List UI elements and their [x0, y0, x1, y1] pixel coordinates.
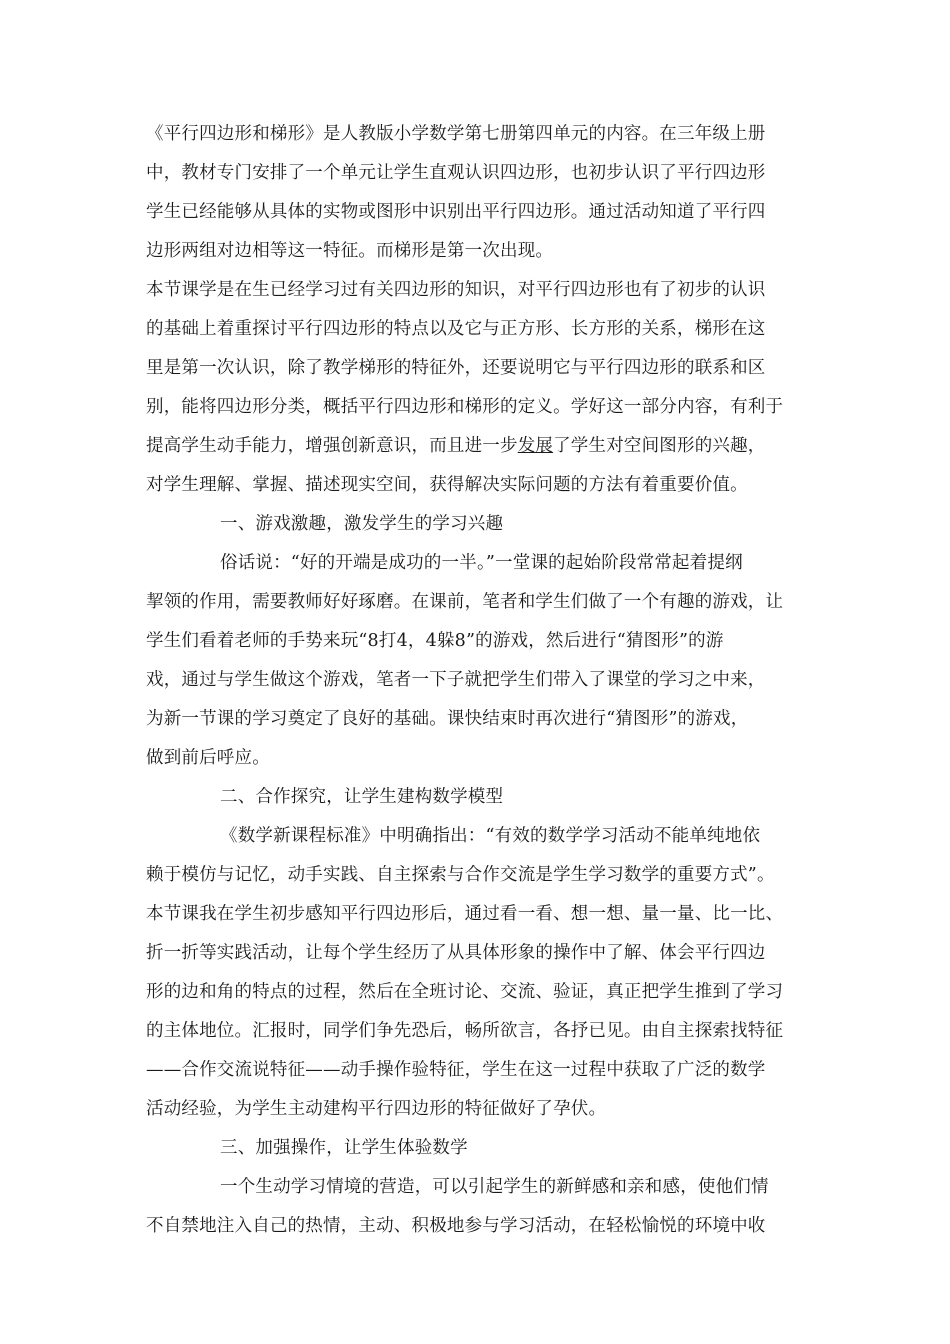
text-line-with-link	[146, 428, 826, 464]
text-line: 本节课我在学生初步感知平行四边形后，通过看一看、想一想、量一量、比一比、	[146, 904, 784, 924]
text-line: ——合作交流说特征——动手操作验特征，学生在这一过程中获取了广泛的数学	[146, 1060, 766, 1080]
text-line: 折一折等实践活动，让每个学生经历了从具体形象的操作中了解、体会平行四边	[146, 943, 766, 963]
section-heading-3: 三、加强操作，让学生体验数学	[220, 1138, 468, 1158]
text-line: 学生们看着老师的手势来玩“8打4，4躲8”的游戏，然后进行“猜图形”的游	[146, 631, 724, 651]
section-heading-2: 二、合作探究，让学生建构数学模型	[220, 787, 504, 807]
text-line: 别，能将四边形分类，概括平行四边形和梯形的定义。学好这一部分内容，有利于	[146, 397, 784, 417]
text-line: 一个生动学习情境的营造，可以引起学生的新鲜感和亲和感，使他们情	[220, 1177, 769, 1197]
text-line: 本节课学是在生已经学习过有关四边形的知识，对平行四边形也有了初步的认识	[146, 280, 766, 300]
text-line: 形的边和角的特点的过程，然后在全班讨论、交流、验证，真正把学生推到了学习	[146, 982, 784, 1002]
text-segment: 提高学生动手能力，增强创新意识，而且进一步	[146, 436, 518, 456]
section-heading-1: 一、游戏激趣，激发学生的学习兴趣	[220, 514, 504, 534]
text-line: 做到前后呼应。	[146, 748, 270, 768]
text-line: 的主体地位。汇报时，同学们争先恐后，畅所欲言，各抒已见。由自主探索找特征	[146, 1021, 784, 1041]
text-line: 为新一节课的学习奠定了良好的基础。课快结束时再次进行“猜图形”的游戏，	[146, 709, 749, 729]
text-line: 不自禁地注入自己的热情，主动、积极地参与学习活动，在轻松愉悦的环境中收	[146, 1216, 766, 1236]
text-line: 学生已经能够从具体的实物或图形中识别出平行四边形。通过活动知道了平行四	[146, 202, 766, 222]
text-segment: 了学生对空间图形的兴趣，	[553, 436, 766, 456]
text-line: 《平行四边形和梯形》是人教版小学数学第七册第四单元的内容。在三年级上册	[146, 124, 766, 144]
link-fazhan[interactable]: 发展	[517, 436, 554, 456]
text-line: 中，教材专门安排了一个单元让学生直观认识四边形，也初步认识了平行四边形	[146, 163, 766, 183]
text-line: 活动经验，为学生主动建构平行四边形的特征做好了孕伏。	[146, 1099, 607, 1119]
text-line: 对学生理解、掌握、描述现实空间，获得解决实际问题的方法有着重要价值。	[146, 475, 748, 495]
text-line: 俗话说：“好的开端是成功的一半。”一堂课的起始阶段常常起着提纲	[220, 553, 743, 573]
text-line: 挈领的作用，需要教师好好琢磨。在课前，笔者和学生们做了一个有趣的游戏，让	[146, 592, 784, 612]
text-line: 边形两组对边相等这一特征。而梯形是第一次出现。	[146, 241, 554, 261]
text-line: 赖于模仿与记忆，动手实践、自主探索与合作交流是学生学习数学的重要方式”。	[146, 865, 775, 885]
text-line: 《数学新课程标准》中明确指出：“有效的数学学习活动不能单纯地依	[220, 826, 761, 846]
text-line: 的基础上着重探讨平行四边形的特点以及它与正方形、长方形的关系，梯形在这	[146, 319, 766, 339]
text-line: 戏，通过与学生做这个游戏，笔者一下子就把学生们带入了课堂的学习之中来，	[146, 670, 766, 690]
text-line: 里是第一次认识，除了教学梯形的特征外，还要说明它与平行四边形的联系和区	[146, 358, 766, 378]
